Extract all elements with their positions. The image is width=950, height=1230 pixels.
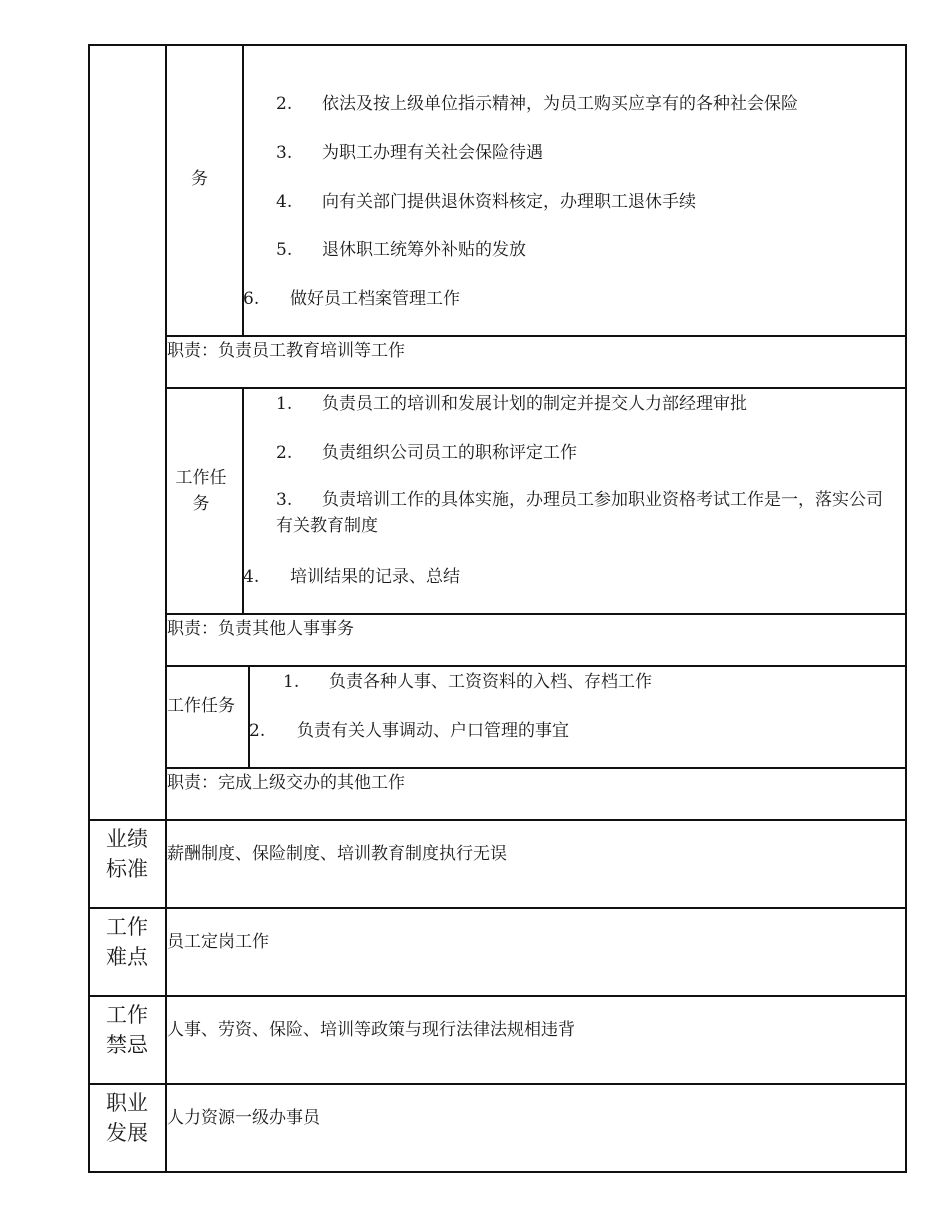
section3-task-label: 工作任务 — [167, 696, 235, 716]
row-label-prohibitions: 工作禁忌 — [106, 1003, 148, 1057]
section3-item-number: 2. — [249, 721, 266, 741]
section3-item-text: 负责有关人事调动、户口管理的事宜 — [297, 721, 569, 741]
row-value-prohibitions: 人事、劳资、保险、培训等政策与现行法律法规相违背 — [167, 1020, 575, 1040]
row-value-career: 人力资源一级办事员 — [167, 1108, 320, 1128]
section2-duty-bottom-line — [165, 387, 906, 389]
section3-item-number: 1. — [283, 672, 300, 692]
section1-task-label: 务 — [191, 169, 208, 189]
section2-item-text: 负责组织公司员工的职称评定工作 — [322, 443, 577, 463]
row-label-difficulty: 工作难点 — [106, 915, 148, 969]
section1-item-text: 为职工办理有关社会保险待遇 — [322, 143, 543, 163]
row-line-3 — [88, 995, 907, 997]
section3-bottom-line — [165, 767, 906, 769]
table-border-top — [88, 44, 907, 46]
section2-item-number: 4. — [243, 567, 260, 587]
table-border-bottom — [88, 1171, 907, 1173]
section1-item-number: 2. — [276, 94, 293, 114]
section2-duty: 职责：负责员工教育培训等工作 — [167, 341, 405, 361]
section1-item-text: 做好员工档案管理工作 — [290, 289, 460, 309]
row-line-1 — [88, 819, 907, 821]
section1-bottom-line — [165, 335, 906, 337]
row-value-performance: 薪酬制度、保险制度、培训教育制度执行无误 — [167, 844, 507, 864]
section1-item-number: 6. — [243, 289, 260, 309]
section3-item-text: 负责各种人事、工资资料的入档、存档工作 — [329, 672, 652, 692]
section2-task-label: 工作任务 — [175, 468, 227, 514]
row-label-performance: 业绩标准 — [106, 827, 148, 881]
section2-item-number: 3. — [276, 490, 293, 510]
section3-task-divider — [248, 665, 250, 768]
section2-item-text: 负责培训工作的具体实施，办理员工参加职业资格考试工作是一，落实公司有关教育制度 — [276, 490, 883, 536]
section3-duty: 职责：负责其他人事事务 — [167, 619, 354, 639]
section1-item-number: 4. — [276, 192, 293, 212]
section2-item-text: 负责员工的培训和发展计划的制定并提交人力部经理审批 — [322, 394, 747, 414]
section1-item-number: 5. — [276, 240, 293, 260]
table-border-right — [905, 44, 907, 1172]
section4-duty: 职责：完成上级交办的其他工作 — [167, 773, 405, 793]
section2-item-number: 2. — [276, 443, 293, 463]
section2-item-number: 1. — [276, 394, 293, 414]
section2-item-text: 培训结果的记录、总结 — [290, 567, 460, 587]
table-border-left — [88, 44, 90, 1172]
section1-item-text: 退休职工统筹外补贴的发放 — [322, 240, 526, 260]
row-line-2 — [88, 907, 907, 909]
section1-item-text: 向有关部门提供退休资料核定，办理职工退休手续 — [322, 192, 696, 212]
row-value-difficulty: 员工定岗工作 — [167, 932, 269, 952]
row-line-4 — [88, 1083, 907, 1085]
section1-item-number: 3. — [276, 143, 293, 163]
label-column-divider — [165, 44, 167, 1172]
row-label-career: 职业发展 — [106, 1091, 148, 1145]
section1-item-text: 依法及按上级单位指示精神，为员工购买应享有的各种社会保险 — [322, 94, 798, 114]
section2-bottom-line — [165, 613, 906, 615]
section3-duty-bottom-line — [165, 665, 906, 667]
